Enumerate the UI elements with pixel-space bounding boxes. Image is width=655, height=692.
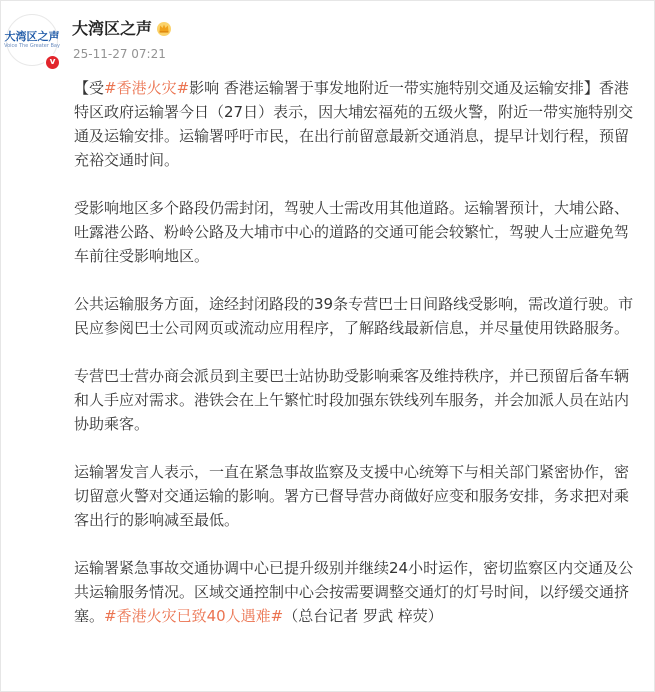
avatar-logo-subtitle: Voice The Greater Bay [4, 43, 60, 49]
author-name[interactable]: 大湾区之声 [72, 19, 153, 38]
avatar[interactable] [6, 14, 60, 68]
paragraph-4: 专营巴士营办商会派员到主要巴士站协助受影响乘客及维持秩序，并已预留后备车辆和人手应对需求。港铁会在上午繁忙时段加强东铁线列车服务，并会加派人员在站内协助乘客。 [74, 367, 630, 433]
paragraph-1-text: 影响 香港运输署于事发地附近一带实施特别交通及运输安排】香港特区政府运输署今日（27日）表示，因大埔宏福苑的五级火警，附近一带实施特别交通及运输安排。运输署呼吁市民，在出行前留意最新交通消息，提早计划行程，预留充裕交通时间。 [74, 79, 634, 169]
paragraph-2: 受影响地区多个路段仍需封闭，驾驶人士需改用其他道路。运输署预计，大埔公路、吐露港公路、粉岭公路及大埔市中心的道路的交通可能会较繁忙，驾驶人士应避免驾车前往受影响地区。 [74, 199, 630, 265]
paragraph-1 [74, 76, 642, 172]
headline-open: 【受 [74, 79, 105, 97]
paragraph-6-text: 运输署紧急事故交通协调中心已提升级别并继续24小时运作，密切监察区内交通及公共运输服务情况。区域交通控制中心会按需要调整交通灯的灯号时间，以纾缓交通挤塞。 [74, 559, 634, 625]
post-content [74, 76, 642, 628]
paragraph-6 [74, 556, 642, 628]
hashtag-hong-kong-fire[interactable]: #香港火灾# [104, 79, 190, 97]
paragraph-3: 公共运输服务方面，途经封闭路段的39条专营巴士日间路线受影响，需改道行驶。市民应参阅巴士公司网页或流动应用程序，了解路线最新信息，并尽量使用铁路服务。 [74, 295, 634, 337]
verified-badge-icon: v [44, 54, 61, 71]
hashtag-death-toll[interactable]: #香港火灾已致40人遇难# [104, 607, 284, 625]
author-name-row [72, 16, 172, 39]
paragraph-5: 运输署发言人表示，一直在紧急事故监察及支援中心统筹下与相关部门紧密协作，密切留意火警对交通运输的影响。署方已督导营办商做好应变和服务安排，务求把对乘客出行的影响减至最低。 [74, 463, 630, 529]
crown-icon [156, 20, 172, 36]
avatar-logo-title: 大湾区之声 [4, 30, 60, 43]
post-timestamp[interactable]: 25-11-27 07:21 [73, 47, 166, 61]
byline: （总台记者 罗武 梓荧） [283, 607, 443, 625]
